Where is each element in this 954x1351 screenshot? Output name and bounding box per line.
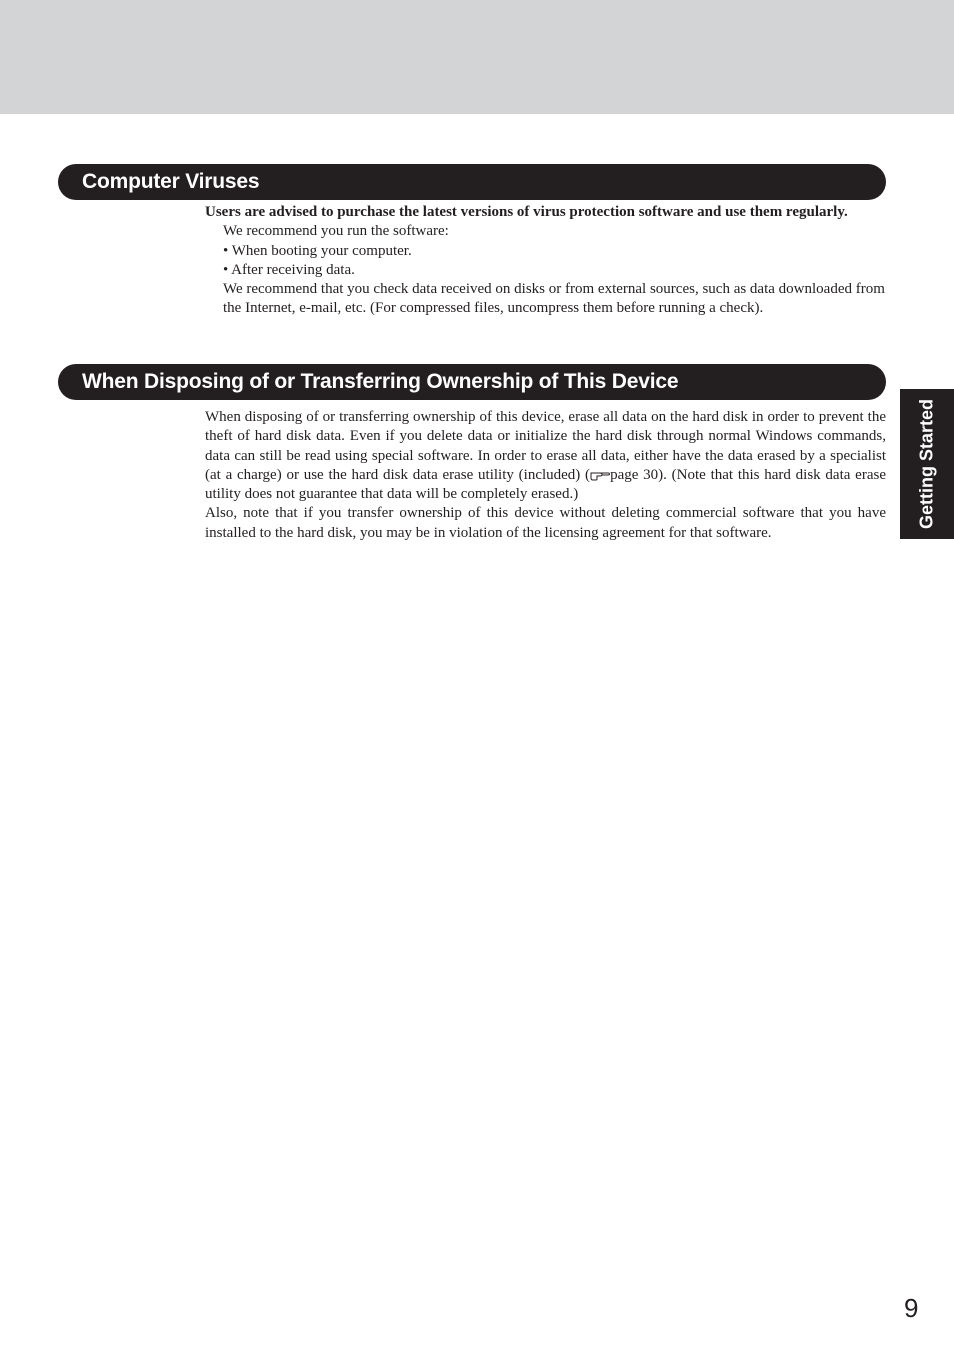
pointing-hand-icon	[590, 468, 610, 481]
disposing-paragraph-2: Also, note that if you transfer ownership of this device without deleting commercial software that you have installed to the hard disk, you may be in violation of the licensing agreement for that software.	[205, 505, 886, 541]
viruses-bullet-item: • When booting your computer.	[223, 242, 412, 259]
section-heading-bar-viruses	[58, 164, 886, 200]
section-heading-bar-disposing	[58, 364, 886, 400]
viruses-lead-text: Users are advised to purchase the latest versions of virus protection software and use them regularly.	[205, 204, 848, 220]
header-band	[0, 0, 954, 114]
viruses-body	[205, 203, 886, 319]
page-reference-link[interactable]: page 30	[610, 466, 659, 483]
section-heading-viruses: Computer Viruses	[82, 170, 260, 193]
section-heading-disposing: When Disposing of or Transferring Ownership of This Device	[82, 370, 679, 393]
viruses-check-text: We recommend that you check data received on disks or from external sources, such as data downloaded from the Internet, e-mail, etc. (For compressed files, uncompress them before running a check).	[223, 281, 885, 317]
page-number: 9	[904, 1293, 919, 1323]
viruses-bullet-item: • After receiving data.	[223, 261, 355, 278]
viruses-recommend-text: We recommend you run the software:	[223, 223, 449, 240]
disposing-paragraph-1	[205, 408, 886, 504]
disposing-paragraph-1-text: When disposing of or transferring ownership of this device, erase all data on the hard disk in order to prevent the theft of hard disk data. Even if you delete data or initialize the hard disk through normal Windows commands, data can still be read using special software. In order to erase all data, either have the data erased by a specialist (at a charge) or use the hard disk data erase utility (included) (	[205, 409, 886, 483]
disposing-body	[205, 408, 886, 543]
side-tab-label: Getting Started	[916, 398, 937, 530]
disposing-paragraph-1-tail: ). (Note that this hard disk data erase utility does not guarantee that data will be completely erased.)	[205, 466, 886, 503]
side-tab-getting-started	[900, 389, 954, 539]
